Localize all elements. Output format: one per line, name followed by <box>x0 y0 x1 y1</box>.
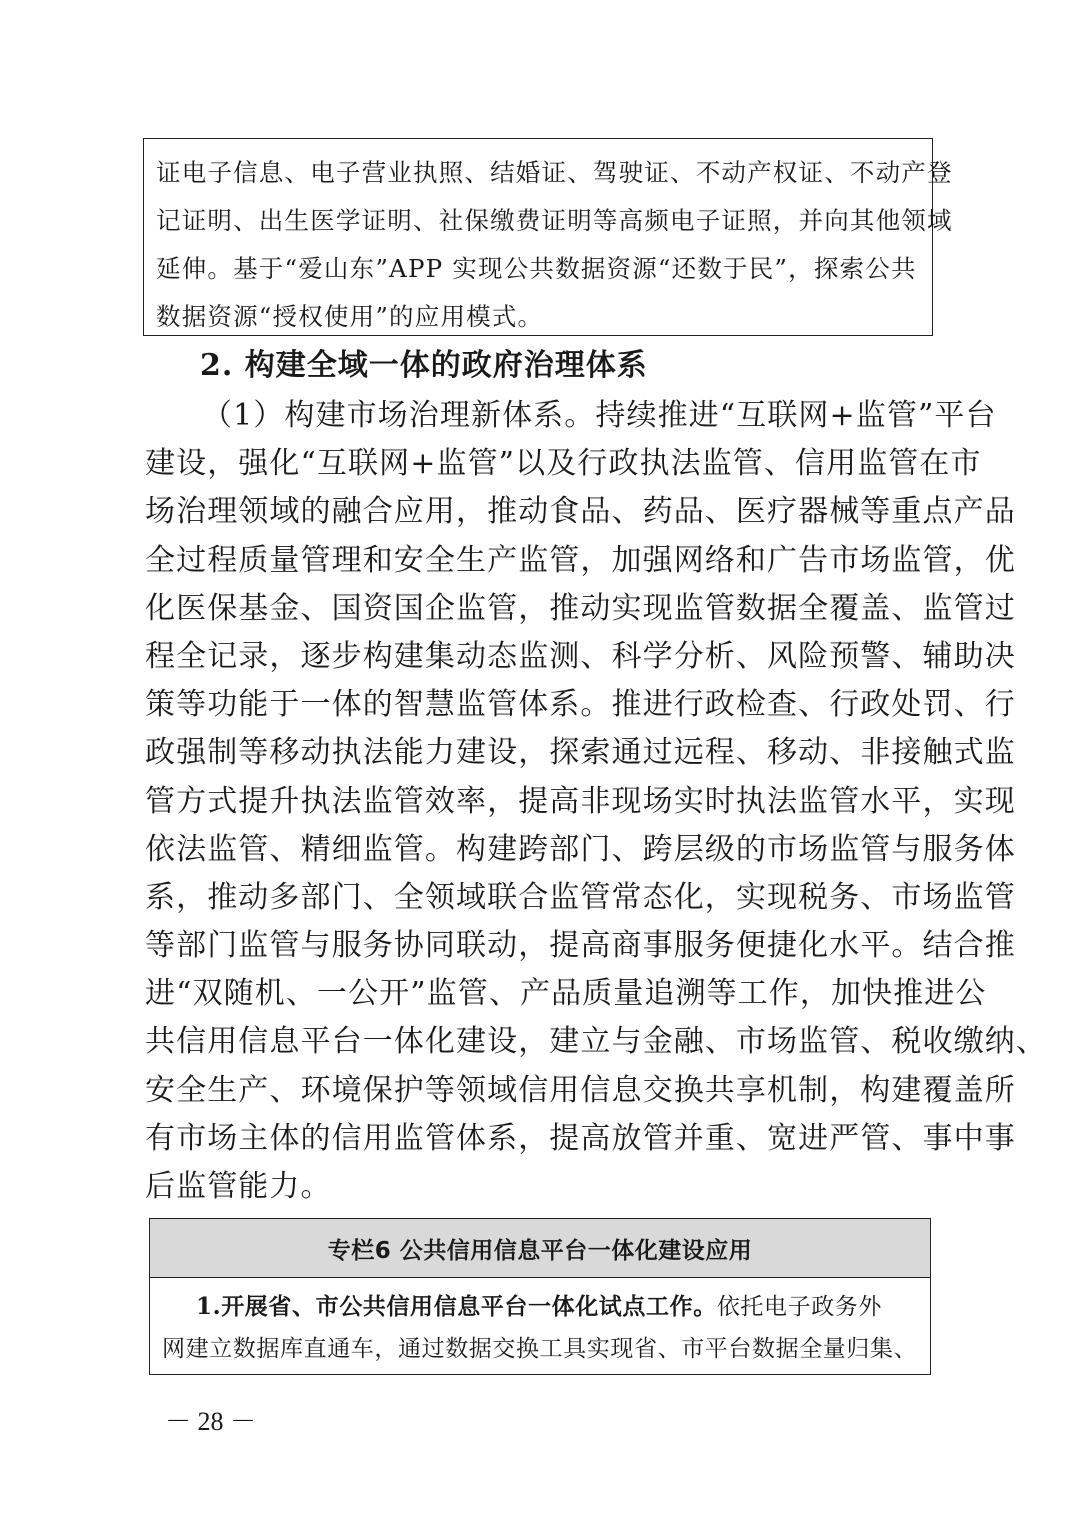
paragraph-line: 有市场主体的信用监管体系，提高放管并重、宽进严管、事中事 <box>145 1120 1016 1156</box>
box-text-line: 延伸。基于“爱山东”APP 实现公共数据资源“还数于民”，探索公共 <box>156 254 917 283</box>
column-item-heading: 1.开展省、市公共信用信息平台一体化试点工作。 <box>196 1293 717 1320</box>
column-box-title: 专栏6 公共信用信息平台一体化建设应用 <box>150 1219 930 1278</box>
column-box-body <box>150 1278 930 1370</box>
paragraph-line: 管方式提升执法监管效率，提高非现场实时执法监管水平，实现 <box>145 783 1016 819</box>
continued-column-box <box>143 138 953 336</box>
column-item-text: 依托电子政务外 <box>716 1294 883 1320</box>
box-text-line: 记证明、出生医学证明、社保缴费证明等高频电子证照，并向其他领域 <box>156 206 953 235</box>
page-number: － 28 － <box>165 1407 257 1436</box>
paragraph-line: 政强制等移动执法能力建设，探索通过远程、移动、非接触式监 <box>145 735 1016 771</box>
paragraph-line: 场治理领域的融合应用，推动食品、药品、医疗器械等重点产品 <box>145 494 1016 530</box>
body-paragraph <box>145 392 1047 1211</box>
box-text-line: 数据资源“授权使用”的应用模式。 <box>156 302 544 331</box>
column-box-line: 网建立数据库直通车，通过数据交换工具实现省、市平台数据全量归集、 <box>162 1336 918 1362</box>
box-text-line: 证电子信息、电子营业执照、结婚证、驾驶证、不动产权证、不动产登 <box>156 158 953 187</box>
paragraph-line: 等部门监管与服务协同联动，提高商事服务便捷化水平。结合推 <box>145 928 1016 964</box>
section-heading: 2. 构建全域一体的政府治理体系 <box>200 348 648 383</box>
paragraph-line: （1）构建市场治理新体系。持续推进“互联网+监管”平台 <box>202 398 997 433</box>
paragraph-line: 程全记录，逐步构建集动态监测、科学分析、风险预警、辅助决 <box>145 638 1016 674</box>
paragraph-line: 全过程质量管理和安全生产监管，加强网络和广告市场监管，优 <box>145 542 1016 578</box>
paragraph-line: 共信用信息平台一体化建设，建立与金融、市场监管、税收缴纳、 <box>145 1024 1047 1060</box>
paragraph-line: 安全生产、环境保护等领域信用信息交换共享机制，构建覆盖所 <box>145 1072 1016 1108</box>
paragraph-line: 进“双随机、一公开”监管、产品质量追溯等工作，加快推进公 <box>145 976 987 1012</box>
paragraph-line: 系，推动多部门、全领域联合监管常态化，实现税务、市场监管 <box>145 879 1016 915</box>
paragraph-line: 依法监管、精细监管。构建跨部门、跨层级的市场监管与服务体 <box>145 831 1016 867</box>
paragraph-line: 策等功能于一体的智慧监管体系。推进行政检查、行政处罚、行 <box>145 687 1016 723</box>
column-box-6 <box>149 1218 931 1375</box>
paragraph-line: 化医保基金、国资国企监管，推动实现监管数据全覆盖、监管过 <box>145 590 1016 626</box>
paragraph-line: 后监管能力。 <box>145 1169 332 1204</box>
paragraph-line: 建设，强化“互联网+监管”以及行政执法监管、信用监管在市 <box>145 446 982 482</box>
column-box-line <box>162 1286 918 1328</box>
